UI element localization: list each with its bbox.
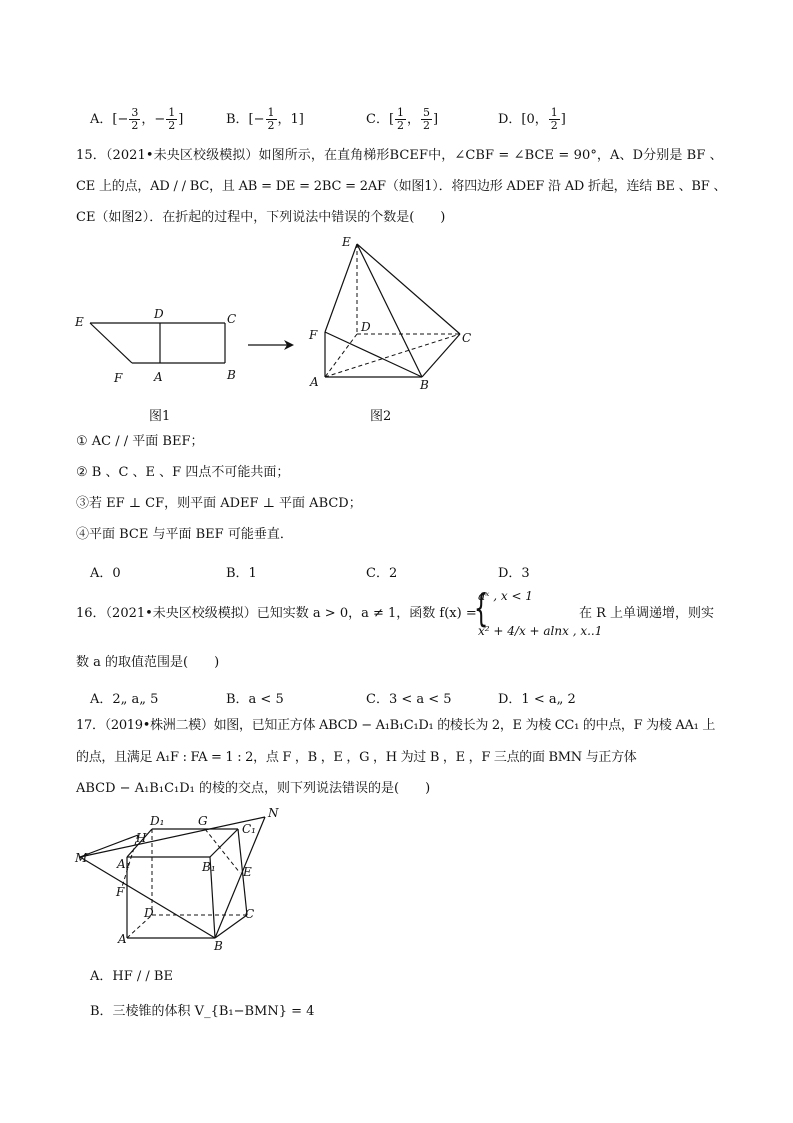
q17-stem-line3: ABCD − A₁B₁C₁D₁ 的棱的交点，则下列说法错误的是( ) (76, 781, 431, 796)
q14-option-b-frac: $\frac{1}{2}$ (267, 106, 275, 132)
fig1-label-d: D (154, 307, 164, 321)
q16-option-b[interactable]: B．a < 5 (226, 692, 284, 707)
q15-statement-2: ② B 、C 、E 、F 四点不可能共面； (76, 465, 290, 480)
q14-option-c-frac1: $\frac{1}{2}$ (397, 106, 405, 132)
q17-stem-line2: 的点，且满足 A₁F : FA = 1 : 2，点 F ，B ，E ，G ，H 为过 B ，E ，F 三点的面 BMN 与正方体 (76, 750, 637, 765)
q16-piecewise-case2: x² + 4/x + alnx , x..1 (478, 624, 603, 638)
q14-option-b[interactable]: B．[− $\frac{1}{2}$ ，1] (226, 106, 304, 132)
q15-statement-4: ④平面 BCE 与平面 BEF 可能垂直． (76, 527, 293, 542)
q15-option-a[interactable]: A．0 (90, 566, 121, 581)
q14-option-c-frac2: $\frac{5}{2}$ (423, 106, 431, 132)
right-arrow-icon (246, 338, 296, 352)
cube-label-c1: C₁ (242, 822, 256, 836)
q16-stem-line1-pre: 16．（2021•未央区校级模拟）已知实数 a > 0，a ≠ 1，函数 f(x) = (76, 606, 477, 621)
q17-stem-line1: 17．（2019•株洲二模）如图，已知正方体 ABCD − A₁B₁C₁D₁ 的棱长为 2，E 为棱 CC₁ 的中点，F 为棱 AA₁ 上 (76, 718, 716, 733)
q15-statement-3: ③若 EF ⊥ CF，则平面 ADEF ⊥ 平面 ABCD； (76, 496, 362, 511)
q17-cube-figure (70, 805, 290, 955)
q16-option-c[interactable]: C．3 < a < 5 (366, 692, 452, 707)
q16-stem-line2: 数 a 的取值范围是( ) (76, 655, 220, 670)
q15-stem-line2: CE 上的点，AD / / BC，且 AB = DE = 2BC = 2AF（如图1）．将四边形 ADEF 沿 AD 折起，连结 BE 、BF 、 (76, 179, 727, 194)
cube-label-a: A (118, 932, 127, 946)
cube-label-b: B (214, 939, 223, 953)
cube-label-f: F (116, 885, 125, 899)
q14-option-a[interactable]: A．[− $\frac{3}{2}$ ，− $\frac{1}{2}$ ] (90, 106, 184, 132)
cube-label-h: H (136, 831, 147, 845)
cube-label-b1: B₁ (202, 860, 216, 874)
cube-label-e: E (243, 865, 252, 879)
fig1-label-c: C (227, 312, 237, 326)
cube-label-c: C (245, 907, 255, 921)
q15-option-d[interactable]: D．3 (498, 566, 530, 581)
q16-piecewise-case1: aˣ , x < 1 (478, 589, 533, 603)
cube-label-m: M (75, 851, 88, 865)
q14-option-d[interactable]: D．[0， $\frac{1}{2}$ ] (498, 106, 566, 132)
cube-label-g: G (198, 814, 208, 828)
cube-label-n: N (268, 806, 279, 820)
q15-fig2-caption: 图2 (370, 409, 392, 424)
q14-option-a-frac2: $\frac{1}{2}$ (168, 106, 176, 132)
q15-figure-2 (305, 232, 480, 392)
q16-option-a[interactable]: A．2„ a„ 5 (90, 692, 159, 707)
fig2-label-c: C (462, 331, 472, 345)
q15-stem-line1: 15．（2021•未央区校级模拟）如图所示，在直角梯形BCEF中，∠CBF = ∠BCE = 90°，A、D分别是 BF 、 (76, 148, 723, 163)
fig2-label-d: D (361, 320, 371, 334)
fig2-label-a: A (310, 375, 319, 389)
fig1-label-a: A (154, 370, 163, 384)
q14-option-c[interactable]: C．[ $\frac{1}{2}$ ， $\frac{5}{2}$ ] (366, 106, 439, 132)
cube-label-a1: A₁ (117, 857, 131, 871)
q15-figure-1 (70, 305, 245, 385)
q15-stem-line3: CE（如图2）．在折起的过程中，下列说法中错误的个数是( ) (76, 210, 446, 225)
cube-label-d: D (144, 906, 154, 920)
fig2-label-b: B (420, 378, 429, 392)
q17-option-b[interactable]: B．三棱锥的体积 V_{B₁−BMN} = 4 (90, 1004, 315, 1019)
q15-statement-1: ① AC / / 平面 BEF； (76, 434, 204, 449)
q14-option-a-prefix: A．[− (90, 112, 129, 127)
q14-option-d-frac: $\frac{1}{2}$ (550, 106, 558, 132)
q15-option-c[interactable]: C．2 (366, 566, 398, 581)
fig2-label-e: E (342, 235, 351, 249)
q17-option-a[interactable]: A．HF / / BE (90, 969, 173, 984)
fig1-label-f: F (114, 371, 123, 385)
q16-stem-line1-post: 在 R 上单调递增，则实 (579, 606, 715, 621)
q14-option-a-frac1: $\frac{3}{2}$ (131, 106, 139, 132)
q16-option-d[interactable]: D．1 < a„ 2 (498, 692, 576, 707)
q15-fig1-caption: 图1 (149, 409, 171, 424)
cube-label-d1: D₁ (150, 814, 165, 828)
fig1-label-e: E (75, 315, 84, 329)
q15-option-b[interactable]: B．1 (226, 566, 257, 581)
fig2-label-f: F (309, 328, 318, 342)
fig1-label-b: B (227, 368, 236, 382)
q16-piecewise-brace: { (473, 586, 489, 630)
